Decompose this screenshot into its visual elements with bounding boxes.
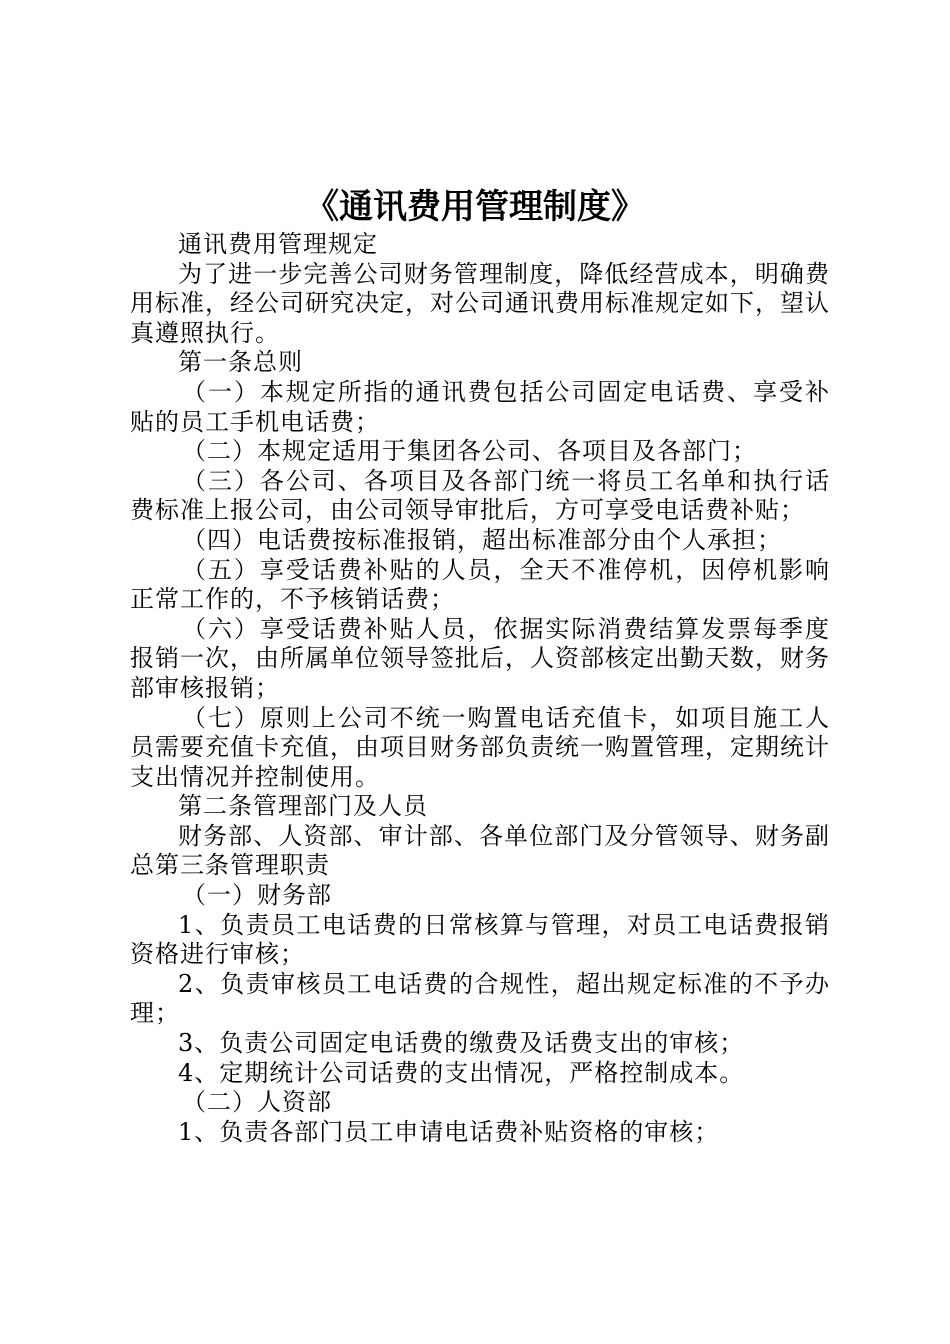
paragraph-section-hr: （二）人资部 <box>182 1088 332 1117</box>
paragraph-clause: （五）享受话费补贴的人员，全天不准停机，因停机影响正常工作的，不予核销话费； <box>130 555 830 614</box>
paragraph-item: 1、负责员工电话费的日常核算与管理，对员工电话费报销资格进行审核； <box>130 910 830 969</box>
paragraph-article-1: 第一条总则 <box>178 348 303 377</box>
paragraph-heading-rules: 通讯费用管理规定 <box>178 230 378 258</box>
paragraph-clause: （二）本规定适用于集团各公司、各项目及各部门； <box>182 437 757 466</box>
paragraph-clause: （一）本规定所指的通讯费包括公司固定电话费、享受补贴的员工手机电话费； <box>130 377 830 436</box>
document-body <box>130 230 830 1147</box>
paragraph-intro: 为了进一步完善公司财务管理制度，降低经营成本，明确费用标准，经公司研究决定，对公司通讯费用标准规定如下，望认真遵照执行。 <box>130 259 830 347</box>
document-title: 《通讯费用管理制度》 <box>305 187 645 227</box>
paragraph-clause: （三）各公司、各项目及各部门统一将员工名单和执行话费标准上报公司，由公司领导审批后，方可享受电话费补贴； <box>130 466 830 525</box>
paragraph-clause: （四）电话费按标准报销，超出标准部分由个人承担； <box>182 525 782 554</box>
paragraph-clause: （六）享受话费补贴人员，依据实际消费结算发票每季度报销一次，由所属单位领导签批后，人资部核定出勤天数，财务部审核报销； <box>130 614 830 702</box>
paragraph-departments: 财务部、人资部、审计部、各单位部门及分管领导、财务副总第三条管理职责 <box>130 821 830 880</box>
paragraph-item: 4、定期统计公司话费的支出情况，严格控制成本。 <box>178 1058 745 1087</box>
paragraph-item: 1、负责各部门员工申请电话费补贴资格的审核； <box>178 1117 720 1146</box>
paragraph-section-finance: （一）财务部 <box>182 881 332 910</box>
paragraph-clause: （七）原则上公司不统一购置电话充值卡，如项目施工人员需要充值卡充值，由项目财务部负责统一购置管理，定期统计支出情况并控制使用。 <box>130 703 830 791</box>
paragraph-item: 3、负责公司固定电话费的缴费及话费支出的审核； <box>178 1029 745 1058</box>
paragraph-item: 2、负责审核员工电话费的合规性，超出规定标准的不予办理； <box>130 969 830 1028</box>
paragraph-article-2: 第二条管理部门及人员 <box>178 792 428 821</box>
